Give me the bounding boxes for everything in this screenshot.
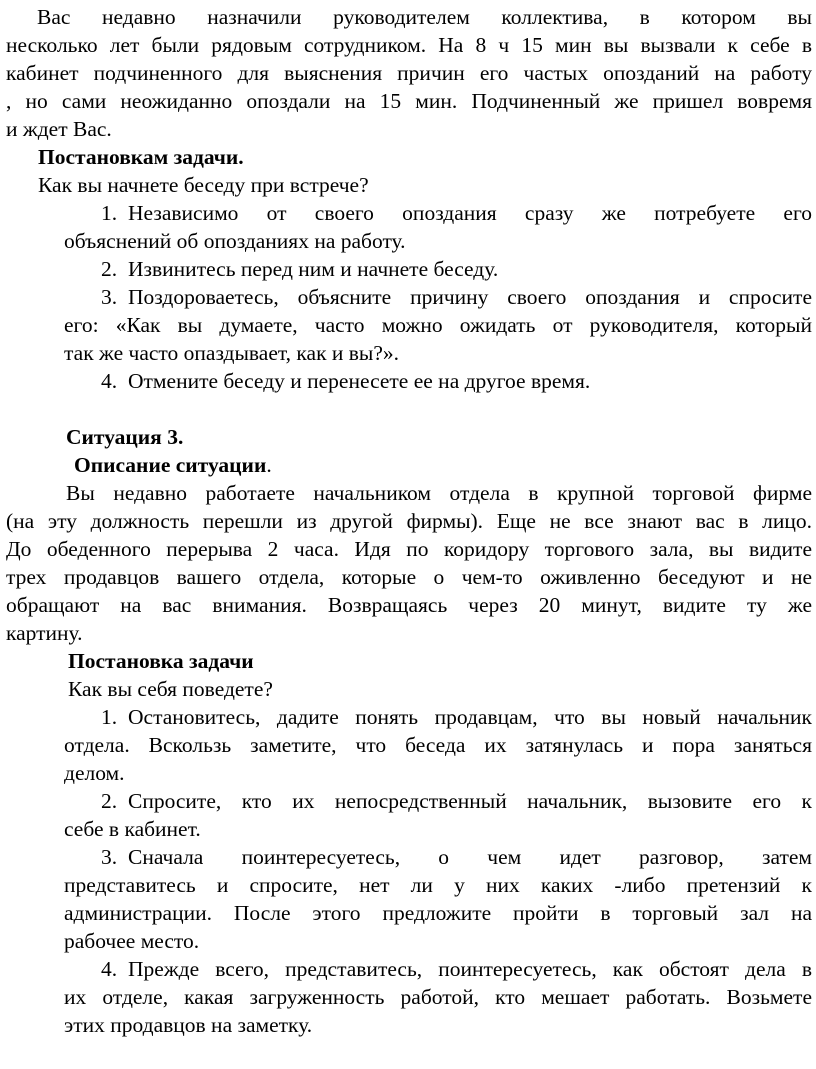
s3-option-1-line-3: делом. (64, 761, 125, 785)
option-1-number: 1. (101, 201, 118, 225)
s3-option-3-line-2: представитесь и спросите, нет ли у них каких -либо претензий к (64, 873, 812, 897)
description-heading-row (74, 452, 816, 479)
option-4-number: 4. (101, 369, 118, 393)
option-3-line-1: Поздороваетесь, объясните причину своего опоздания и спросите (128, 285, 812, 309)
s3-option-1-line-2: отдела. Вскользь заметите, что беседа их затянулась и пора заняться (64, 733, 812, 757)
s3-option-3-line-3: администрации. После этого предложите пройти в торговый зал на (64, 901, 812, 925)
description-line-3: До обеденного перерыва 2 часа. Идя по коридору торгового зала, вы видите (6, 537, 812, 561)
option-3-line-3: так же часто опаздывает, как и вы?». (64, 341, 400, 365)
intro-line-1: Вас недавно назначили руководителем коллектива, в котором вы (37, 5, 812, 29)
description-heading: Описание ситуации (74, 453, 267, 477)
option-3-line-2: его: «Как вы думаете, часто можно ожидать от руководителя, который (64, 313, 812, 337)
s3-option-4-line-2: их отделе, какая загруженность работой, кто мешает работать. Возьмете (64, 985, 812, 1009)
s3-option-3-line-1: Сначала поинтересуетесь, о чем идет разговор, затем (128, 845, 812, 869)
s3-option-3-number: 3. (101, 845, 118, 869)
question-2: Как вы себя поведете? (68, 677, 273, 701)
task-heading-1: Постановкам задачи. (38, 145, 244, 169)
s3-option-4-number: 4. (101, 957, 118, 981)
description-heading-suffix: . (266, 453, 272, 477)
description-line-2: (на эту должность перешли из другой фирмы). Еще не все знают вас в лицо. (6, 509, 812, 533)
description-line-5: обращают на вас внимания. Возвращаясь через 20 минут, видите ту же (6, 593, 812, 617)
intro-line-5: и ждет Вас. (6, 117, 112, 141)
option-3-number: 3. (101, 285, 118, 309)
s3-option-2-line-1: Спросите, кто их непосредственный начальник, вызовите его к (128, 789, 812, 813)
question-1: Как вы начнете беседу при встрече? (38, 173, 369, 197)
intro-line-3: кабинет подчиненного для выяснения причин его частых опозданий на работу (6, 61, 812, 85)
s3-option-2-number: 2. (101, 789, 118, 813)
s3-option-1-line-1: Остановитесь, дадите понять продавцам, что вы новый начальник (128, 705, 812, 729)
description-line-1: Вы недавно работаете начальником отдела в крупной торговой фирме (66, 481, 812, 505)
intro-line-2: несколько лет были рядовым сотрудником. На 8 ч 15 мин вы вызвали к себе в (6, 33, 812, 57)
description-line-4: трех продавцов вашего отдела, которые о чем-то оживленно беседуют и не (6, 565, 812, 589)
s3-option-3-line-4: рабочее место. (64, 929, 200, 953)
situation-3-heading: Ситуация 3. (66, 425, 184, 449)
option-1-line-1: Независимо от своего опоздания сразу же потребуете его (128, 201, 812, 225)
option-2-number: 2. (101, 257, 118, 281)
s3-option-4-line-1: Прежде всего, представитесь, поинтересуетесь, как обстоят дела в (128, 957, 812, 981)
option-1-line-2: объяснений об опозданиях на работу. (64, 229, 406, 253)
intro-line-4: , но сами неожиданно опоздали на 15 мин. Подчиненный же пришел вовремя (6, 89, 812, 113)
option-4-line-1: Отмените беседу и перенесете ее на другое время. (128, 369, 591, 393)
s3-option-2-line-2: себе в кабинет. (64, 817, 201, 841)
s3-option-1-number: 1. (101, 705, 118, 729)
s3-option-4-line-3: этих продавцов на заметку. (64, 1013, 313, 1037)
task-heading-2: Постановка задачи (68, 649, 254, 673)
description-line-6: картину. (6, 621, 83, 645)
option-2-line-1: Извинитесь перед ним и начнете беседу. (128, 257, 499, 281)
